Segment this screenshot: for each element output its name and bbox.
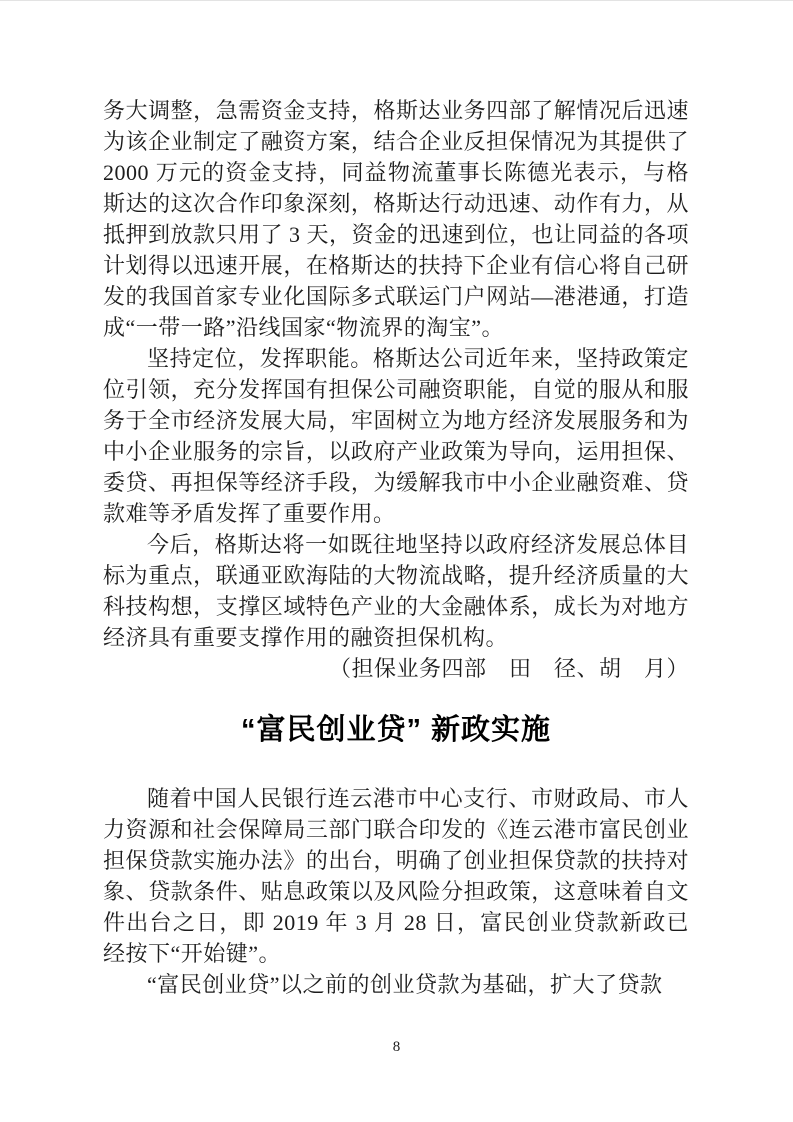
page-content <box>103 95 689 1000</box>
article1-byline: （担保业务四部 田 径、胡 月） <box>328 656 689 681</box>
article2-paragraph-1: 随着中国人民银行连云港市中心支行、市财政局、市人力资源和社会保障局三部门联合印发的《连云港市富民创业担保贷款实施办法》的出台，明确了创业担保贷款的扶持对象、贷款条件、贴息政策以及风险分担政策，这意味着自文件出台之日，即 2019 年 3 月 28 日，富民创业贷款新政已经按下“开始键”。 <box>103 786 689 966</box>
article2-title: “富民创业贷” 新政实施 <box>240 714 552 746</box>
article1-paragraph-continuation: 务大调整，急需资金支持，格斯达业务四部了解情况后迅速为该企业制定了融资方案，结合企业反担保情况为其提供了 2000 万元的资金支持，同益物流董事长陈德光表示，与格斯达的这次合作印象深刻，格斯达行动迅速、动作有力，从抵押到放款只用了 3 天，资金的迅速到位，也让同益的各项计划得以迅速开展，在格斯达的扶持下企业有信心将自己研发的我国首家专业化国际多式联运门户网站—港港通，打造成“一带一路”沿线国家“物流界的淘宝”。 <box>103 98 690 340</box>
article2-paragraph-2: “富民创业贷”以之前的创业贷款为基础，扩大了贷款 <box>147 972 663 997</box>
article1-paragraph-3: 今后，格斯达将一如既往地坚持以政府经济发展总体目标为重点，联通亚欧海陆的大物流战略，提升经济质量的大科技构想，支撑区域特色产业的大金融体系，成长为对地方经济具有重要支撑作用的融资担保机构。 <box>103 532 689 650</box>
page-number: 8 <box>392 1039 401 1055</box>
article1-paragraph-2: 坚持定位，发挥职能。格斯达公司近年来，坚持政策定位引领，充分发挥国有担保公司融资职能，自觉的服从和服务于全市经济发展大局，牢固树立为地方经济发展服务和为中小企业服务的宗旨，以政府产业政策为导向，运用担保、委贷、再担保等经济手段，为缓解我市中小企业融资难、贷款难等矛盾发挥了重要作用。 <box>103 346 689 526</box>
